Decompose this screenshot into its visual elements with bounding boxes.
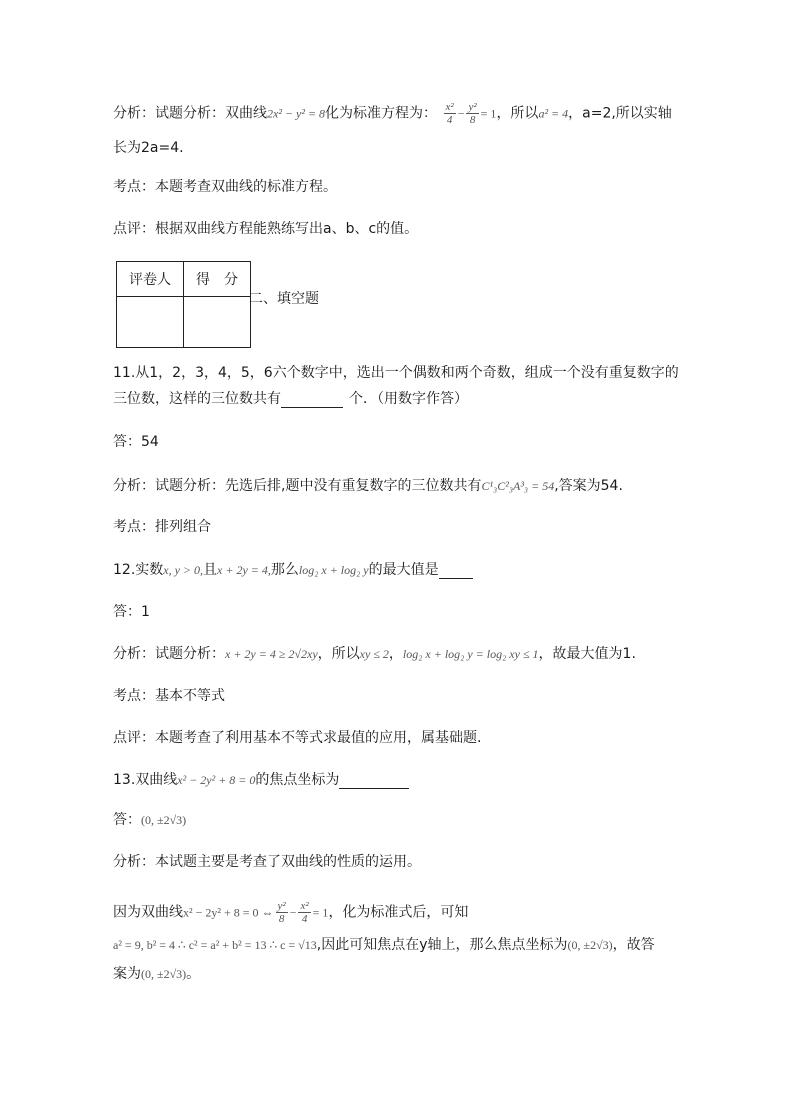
score-table-reviewer-cell xyxy=(117,297,184,348)
q12-mid2: 那么 xyxy=(270,562,299,578)
q10-analysis-prefix: 分析：试题分析：双曲线 xyxy=(113,105,267,122)
q13-answer-eq: (0, ±2√3) xyxy=(141,813,187,827)
q13-final-prefix: 案为 xyxy=(113,966,141,982)
q12-prefix: 12.实数 xyxy=(113,562,164,578)
q13-question xyxy=(113,771,409,789)
score-table-header-score: 得 分 xyxy=(184,262,251,297)
q13-derivation-suffix: ，故答 xyxy=(612,937,655,953)
q10-dianping: 点评：根据双曲线方程能熟练写出a、b、c的值。 xyxy=(113,221,419,237)
q12-analysis-mid2: ， xyxy=(388,646,403,662)
q10-analysis-end: ，a=2,所以实轴 xyxy=(568,105,672,122)
q10-eq-tail: = 1 xyxy=(480,106,497,121)
q11-answer-blank xyxy=(281,393,343,408)
q13-final-suffix: 。 xyxy=(186,966,201,982)
q13-derivation xyxy=(113,936,655,954)
q11-kaodian: 考点：排列组合 xyxy=(113,519,211,535)
q11-line1: 11.从1，2，3，4，5，6六个数字中，选出一个偶数和两个奇数，组成一个没有重复数字的 xyxy=(113,365,679,381)
q11-line2 xyxy=(113,390,468,408)
q11-analysis-suffix: ,答案为54. xyxy=(554,478,623,494)
score-table-header-reviewer: 评卷人 xyxy=(117,262,184,297)
q10-frac2 xyxy=(466,101,478,126)
q10-kaodian: 考点：本题考查双曲线的标准方程。 xyxy=(113,179,337,195)
q13-frac2-num: x² xyxy=(300,900,309,912)
q10-analysis-so: ，所以 xyxy=(496,105,539,122)
q10-analysis-line1: 分析：试题分析：双曲线2x² − y² = 8化为标准方程为： $\frac{\text{x²}}{4}$ − $\frac{\text{y²}}{8}$ = 1，所以a² = 4，a=2,所以实轴 xyxy=(113,101,672,126)
q13-because-suffix: ，化为标准式后，可知 xyxy=(328,904,469,921)
q13-suffix: 的焦点坐标为 xyxy=(255,772,340,788)
q12-eq3: log₂ x + log₂ y xyxy=(298,563,369,577)
q12-mid1: 且 xyxy=(203,562,218,578)
q12-analysis-eq1: x + 2y = 4 ≥ 2√2xy xyxy=(225,647,318,661)
q13-final-eq: (0, ±2√3) xyxy=(141,967,187,981)
score-table-score-cell xyxy=(184,297,251,348)
q11-analysis-prefix: 分析：试题分析：先选后排,题中没有重复数字的三位数共有 xyxy=(113,478,482,494)
q12-dianping: 点评：本题考查了利用基本不等式求最值的应用，属基础题. xyxy=(113,730,482,746)
q13-eq: x² − 2y² + 8 = 0 xyxy=(177,773,256,787)
q13-frac2 xyxy=(298,900,310,925)
q13-analysis: 分析：本试题主要是考查了双曲线的性质的运用。 xyxy=(113,854,421,870)
section-title: 二、填空题 xyxy=(249,291,319,307)
q13-derivation-eq2: (0, ±2√3) xyxy=(567,938,613,952)
q13-final xyxy=(113,965,200,983)
q13-because-prefix: 因为双曲线 xyxy=(113,904,183,921)
q13-answer-prefix: 答： xyxy=(113,812,141,828)
q13-frac1 xyxy=(276,900,288,925)
q11-line2-prefix: 三位数，这样的三位数共有 xyxy=(113,391,281,407)
q13-because: 因为双曲线x² − 2y² + 8 = 0 ⇔ $\frac{\text{y²}}{8}$ − $\frac{\text{x²}}{4}$ = 1，化为标准式后，可知 xyxy=(113,900,469,925)
score-table xyxy=(116,261,251,348)
q12-kaodian: 考点：基本不等式 xyxy=(113,688,225,704)
q12-suffix: 的最大值是 xyxy=(368,562,439,578)
q10-eq-a2: a² = 4 xyxy=(538,106,569,121)
q10-frac1 xyxy=(444,101,456,126)
q13-prefix: 13.双曲线 xyxy=(113,772,178,788)
q12-analysis-prefix: 分析：试题分析： xyxy=(113,646,225,662)
q12-analysis-eq2: xy ≤ 2 xyxy=(359,647,389,661)
q13-answer xyxy=(113,811,186,829)
q12-answer-blank xyxy=(439,564,473,579)
q13-frac1-num: y² xyxy=(277,900,286,912)
q10-analysis-line2: 长为2a=4. xyxy=(113,140,184,156)
q12-question xyxy=(113,561,473,579)
q12-analysis xyxy=(113,645,636,663)
q13-frac2-den: 4 xyxy=(301,913,308,925)
q12-answer: 答：1 xyxy=(113,604,150,620)
q10-frac2-den: 8 xyxy=(469,114,476,126)
q13-answer-blank xyxy=(339,774,409,789)
q10-frac2-num: y² xyxy=(468,101,477,113)
q13-eq-tail: = 1 xyxy=(312,905,329,920)
q13-derivation-eq: a² = 9, b² = 4 ∴ c² = a² + b² = 13 ∴ c = √13 xyxy=(113,938,317,952)
q11-analysis xyxy=(113,477,623,495)
q13-because-eq: x² − 2y² + 8 = 0 ⇔ xyxy=(183,905,274,920)
q13-frac1-den: 8 xyxy=(278,913,285,925)
q12-analysis-suffix: ，故最大值为1. xyxy=(538,646,636,662)
q10-eq-main: 2x² − y² = 8 xyxy=(267,106,326,121)
q11-eq: C¹₃C²₃A³₃ = 54 xyxy=(481,479,555,493)
q13-derivation-mid: ,因此可知焦点在y轴上，那么焦点坐标为 xyxy=(316,937,568,953)
q12-eq2: x + 2y = 4, xyxy=(217,563,271,577)
q11-line2-suffix: 个．（用数字作答） xyxy=(349,391,468,407)
q10-frac1-den: 4 xyxy=(446,114,453,126)
q11-answer: 答：54 xyxy=(113,434,159,450)
q10-analysis-mid: 化为标准方程为： xyxy=(325,105,438,122)
q10-frac1-num: x² xyxy=(445,101,454,113)
q12-analysis-eq3: log₂ x + log₂ y = log₂ xy ≤ 1 xyxy=(402,647,539,661)
q12-eq1: x, y > 0, xyxy=(163,563,204,577)
q12-analysis-mid1: ，所以 xyxy=(317,646,360,662)
